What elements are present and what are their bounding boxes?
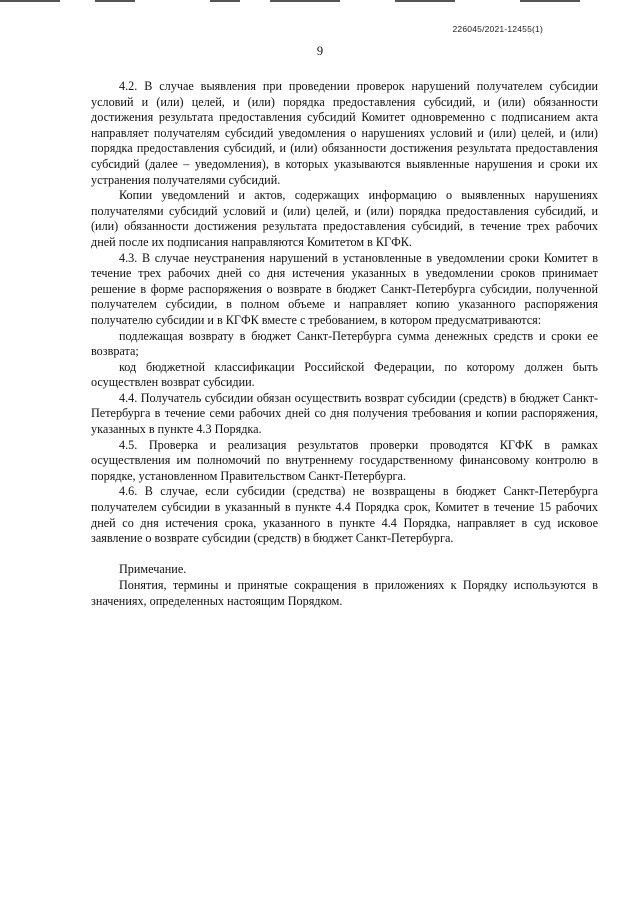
paragraph-4-4: 4.4. Получатель субсидии обязан осуществить возврат субсидии (средств) в бюджет Санкт-Петербурга в течение семи рабочих дней со дня получения требования и копии распоряжения, указанных в пункте 4.3 Порядка.	[91, 390, 598, 437]
paragraph-refund-amount: подлежащая возврату в бюджет Санкт-Петербурга сумма денежных средств и сроки ее возврата;	[91, 328, 598, 359]
document-id: 226045/2021-12455(1)	[452, 24, 543, 34]
page-number: 9	[316, 44, 324, 58]
scan-top-marks	[0, 0, 640, 4]
note-title: Примечание.	[119, 562, 187, 577]
paragraph-copies: Копии уведомлений и актов, содержащих информацию о выявленных нарушениях получателями субсидий условий и (или) целей, и (или) порядка предоставления субсидий, и (или) обязанности достижения результата предоставления субсидий, в течение трех рабочих дней после их подписания направляются Комитетом в КГФК.	[91, 188, 598, 249]
note-text: Понятия, термины и принятые сокращения в приложениях к Порядку используются в значениях, определенных настоящим Порядком.	[91, 578, 598, 608]
document-body	[91, 79, 598, 609]
paragraph-4-5: 4.5. Проверка и реализация результатов проверки проводятся КГФК в рамках осуществления им полномочий по внутреннему государственному финансовому контролю в порядке, установленном Правительством Санкт-Петербурга.	[91, 437, 598, 483]
paragraph-4-6: 4.6. В случае, если субсидии (средства) не возвращены в бюджет Санкт-Петербурга получателем субсидии в указанный в пункте 4.4 Порядка срок, Комитет в течение 15 рабочих дней со дня истечения срока, указанного в пункте 4.4 Порядка, направляет в суд исковое заявление о возврате субсидии (средств) в бюджет Санкт-Петербурга.	[91, 484, 598, 546]
paragraph-4-2: 4.2. В случае выявления при проведении проверок нарушений получателем субсидии условий и (или) целей, и (или) порядка предоставления субсидий, и (или) обязанности достижения результата предоставления субсидий Комитет одновременно с подписанием акта направляет получателям субсидий уведомления о нарушениях условий и (или) целей, и (или) порядка предоставления субсидий, и (или) обязанности достижения результата предоставления субсидий (далее – уведомления), в которых указываются выявленные нарушения и сроки их устранения получателями субсидий.	[91, 79, 598, 187]
paragraph-budget-code: код бюджетной классификации Российской Федерации, по которому должен быть осуществлен возврат субсидии.	[91, 359, 598, 390]
paragraph-4-3: 4.3. В случае неустранения нарушений в установленные в уведомлении сроки Комитет в течение трех рабочих дней со дня истечения указанных в уведомлении сроков принимает решение в форме распоряжения о возврате в бюджет Санкт-Петербурга субсидии, полученной получателем субсидии, в полном объеме и направляет копию указанного распоряжения получателю субсидии и в КГФК вместе с требованием, в котором предусматриваются:	[91, 250, 598, 327]
